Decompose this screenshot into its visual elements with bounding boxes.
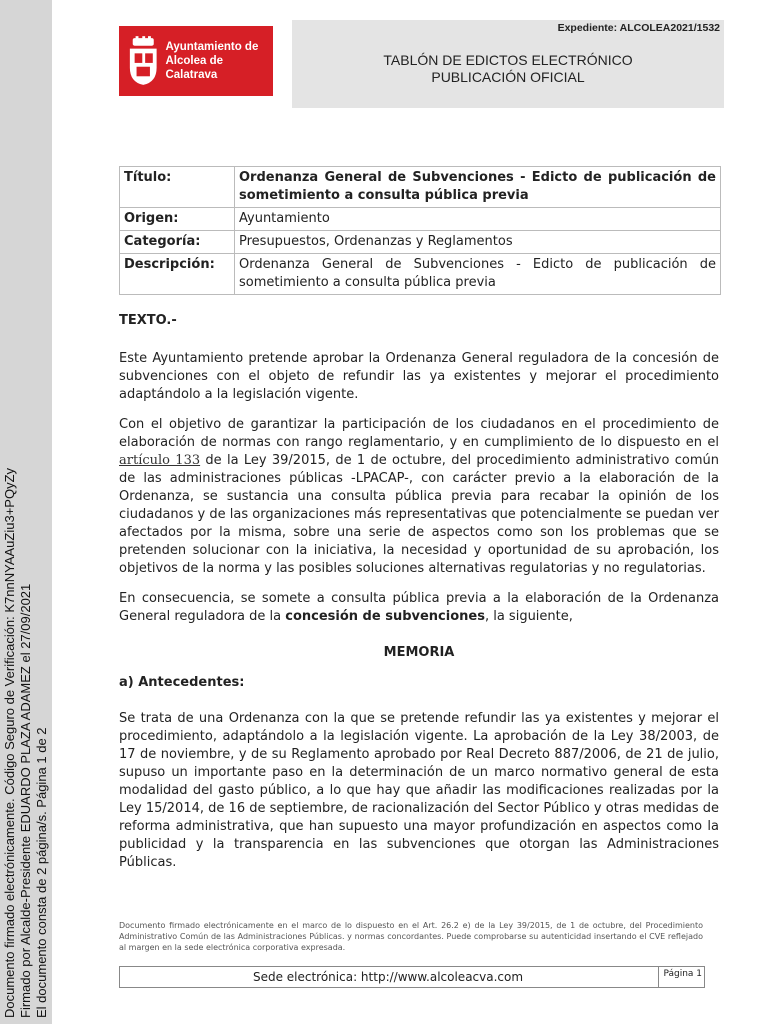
- titulo-label: Título:: [120, 167, 235, 208]
- header-box: [292, 20, 724, 108]
- table-row: [120, 208, 721, 231]
- titulo-value: Ordenanza General de Subvenciones - Edicto de publicación de sometimiento a consulta pública previa: [235, 167, 721, 208]
- info-table: [119, 166, 721, 295]
- page-number: Página 1: [658, 967, 704, 987]
- categoria-value: Presupuestos, Ordenanzas y Reglamentos: [235, 231, 721, 254]
- table-row: [120, 231, 721, 254]
- paragraph-objective-start: Con el objetivo de garantizar la participación de los ciudadanos en el procedimiento de elaboración de normas con rango reglamentario, y en cumplimiento de lo dispuesto en el: [119, 417, 719, 450]
- verification-text: [2, 467, 50, 1018]
- table-row: [120, 254, 721, 295]
- verification-line-2: Firmado por Alcalde-Presidente EDUARDO PLAZA ADAMEZ el 27/09/2021: [18, 583, 33, 1018]
- paragraph-consequence-bold: concesión de subvenciones: [285, 609, 485, 624]
- verification-line-1: Documento firmado electrónicamente. Código Seguro de Verificación: K7nnNYAAuZiu3+PQyZy: [2, 467, 17, 1018]
- footer-box: [119, 966, 705, 988]
- coat-of-arms-icon: [127, 35, 159, 87]
- logo-text: [165, 40, 273, 82]
- texto-heading: TEXTO.-: [119, 313, 177, 328]
- origen-label: Origen:: [120, 208, 235, 231]
- categoria-label: Categoría:: [120, 231, 235, 254]
- paragraph-consequence-start: En consecuencia, se somete a consulta pública previa a la elaboración de la Ordenanza General reguladora de la: [119, 591, 719, 624]
- signature-sidebar: [0, 0, 52, 1024]
- expediente-number: Expediente: ALCOLEA2021/1532: [557, 22, 720, 34]
- paragraph-objective: [119, 416, 719, 578]
- table-row: [120, 167, 721, 208]
- paragraph-antecedentes: Se trata de una Ordenanza con la que se pretende refundir las ya existentes y mejorar el procedimiento, adaptándolo a la legislación vigente. La aprobación de la Ley 38/2003, de 17 de noviembre, y de su Reglamento aprobado por Real Decreto 887/2006, de 21 de julio, supuso un importante paso en la determinación de un marco normativo general de esta modalidad del gasto público, a lo que hay que añadir las modificaciones realizadas por la Ley 15/2014, de 16 de septiembre, de racionalización del Sector Público y otras medidas de reforma administrativa, que han supuesto una mayor profundización en aspectos como la publicidad y la transparencia en las subvenciones que otorgan las Administraciones Públicas.: [119, 711, 719, 870]
- logo-line-2: Alcolea de Calatrava: [165, 55, 224, 81]
- header-title: [292, 52, 724, 86]
- header-title-line-2: PUBLICACIÓN OFICIAL: [431, 69, 585, 85]
- paragraph-consequence-end: , la siguiente,: [484, 609, 573, 624]
- verification-line-3: El documento consta de 2 página/s. Página 1 de 2: [34, 727, 49, 1018]
- antecedentes-heading: a) Antecedentes:: [119, 675, 245, 690]
- paragraph-objective-end: de la Ley 39/2015, de 1 de octubre, del procedimiento administrativo común de las administraciones públicas -LPACAP-, con carácter previo a la elaboración de la Ordenanza, se sustancia una consulta pública previa para recabar la opinión de los ciudadanos y de las organizaciones más representativas que potencialmente se puedan ver afectados por la misma, sobre una serie de aspectos como son los problemas que se pretenden solucionar con la iniciativa, la necesidad y oportunidad de su aprobación, los objetivos de la norma y las posibles soluciones alternativas regulatorias y no regulatorias.: [119, 453, 719, 576]
- sede-electronica-link[interactable]: Sede electrónica: http://www.alcoleacva.com: [252, 970, 524, 984]
- origen-value: Ayuntamiento: [235, 208, 721, 231]
- header-title-line-1: TABLÓN DE EDICTOS ELECTRÓNICO: [383, 52, 633, 68]
- paragraph-intro: Este Ayuntamiento pretende aprobar la Ordenanza General reguladora de la concesión de subvenciones con el objeto de refundir las ya existentes y mejorar el procedimiento adaptándolo a la legislación vigente.: [119, 351, 719, 402]
- document-body: [119, 312, 719, 884]
- logo-line-1: Ayuntamiento de: [165, 41, 259, 53]
- descripcion-value: Ordenanza General de Subvenciones - Edicto de publicación de sometimiento a consulta pública previa: [235, 254, 721, 295]
- paragraph-consequence: [119, 590, 719, 626]
- article-133-link[interactable]: artículo 133: [119, 453, 201, 468]
- legal-footer-note: Documento firmado electrónicamente en el marco de lo dispuesto en el Art. 26.2 e) de la Ley 39/2015, de 1 de octubre, del Procedimiento Administrativo Común de las Administraciones Públicas. y normas concordantes. Puede comprobarse su autenticidad insertando el CVE reflejado al margen en la sede electrónica corporativa expresada.: [119, 921, 703, 952]
- descripcion-label: Descripción:: [120, 254, 235, 295]
- municipal-logo: [119, 26, 273, 96]
- memoria-heading: MEMORIA: [383, 645, 455, 660]
